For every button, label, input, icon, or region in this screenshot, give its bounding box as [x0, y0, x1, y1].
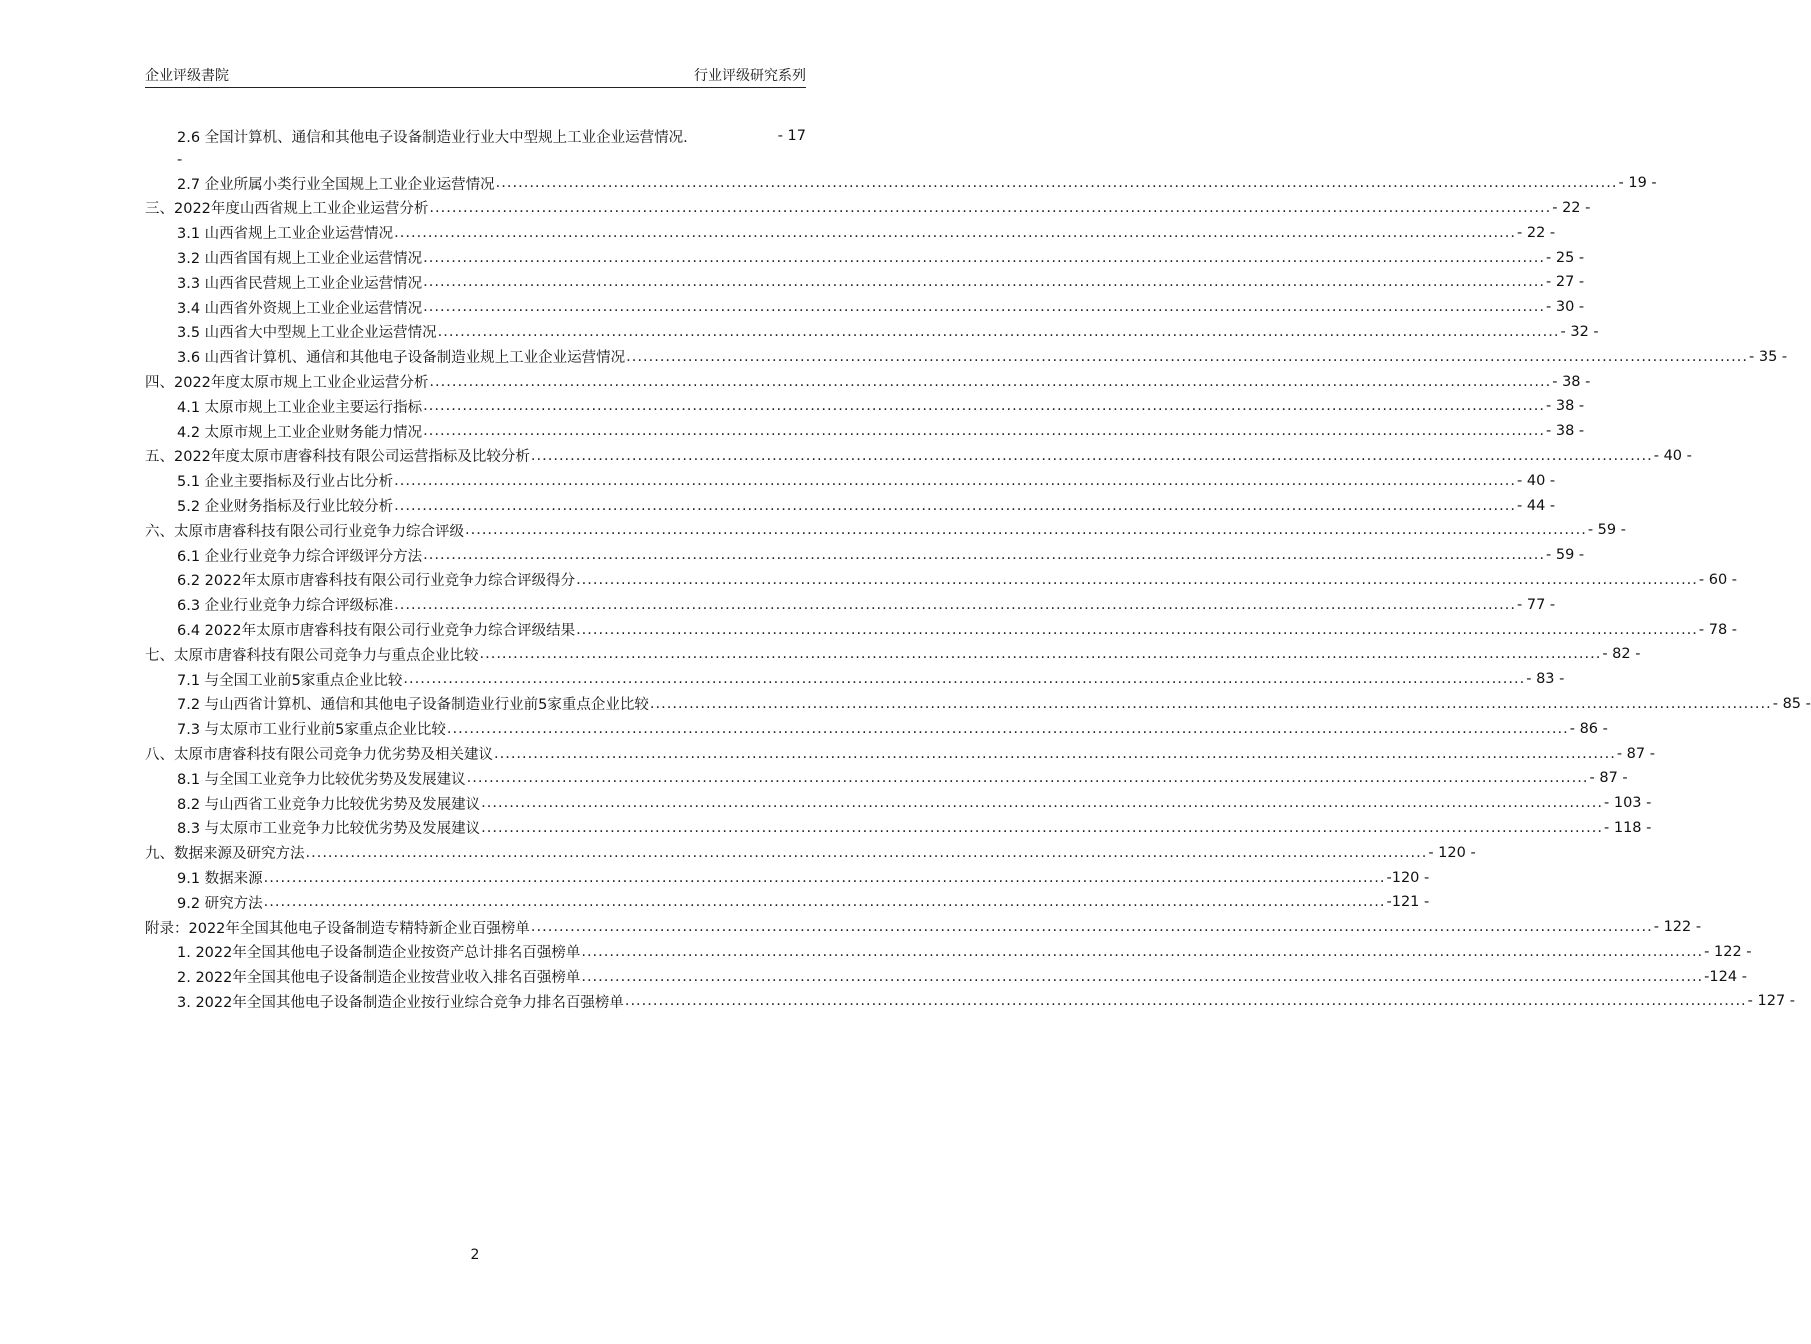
toc-leader-dots: ........................................................................................................................................................................................................ [394, 224, 1516, 241]
toc-entry-page: - 59 - [1587, 522, 1626, 539]
toc-entry-page: - 32 - [1560, 323, 1599, 340]
toc-entry[interactable] [0, 741, 1655, 766]
toc-entry[interactable] [0, 865, 1430, 890]
toc-leader-dots: ........................................................................................................................................................................................................ [530, 919, 1653, 936]
toc-entry-title: 3.5 山西省大中型规上工业企业运营情况 [177, 325, 437, 342]
toc-leader-dots: ........................................................................................................................................................................................................ [465, 522, 1587, 539]
toc-entry-title: 4.2 太原市规上工业企业财务能力情况 [177, 424, 423, 441]
toc-entry-page: - 122 - [1653, 919, 1702, 936]
toc-entry[interactable] [0, 592, 1556, 617]
toc-entry[interactable] [0, 617, 1738, 642]
toc-entry-page-continuation: - [177, 151, 183, 168]
toc-entry-page: - 25 - [1546, 249, 1585, 266]
toc-entry-title: 3.4 山西省外资规上工业企业运营情况 [177, 300, 423, 317]
toc-entry-page: - 35 - [1749, 348, 1788, 365]
toc-entry-page: - 44 - [1517, 497, 1556, 514]
toc-entry[interactable] [0, 543, 1585, 568]
toc-entry-page: - 38 - [1552, 373, 1591, 390]
toc-entry-title: 三、2022年度山西省规上工业企业运营分析 [145, 201, 429, 218]
toc-entry[interactable] [0, 220, 1556, 245]
toc-leader-dots: ........................................................................................................................................................................................................ [479, 646, 1602, 663]
toc-leader-dots: ........................................................................................................................................................................................................ [423, 398, 1545, 415]
toc-entry[interactable] [0, 568, 1738, 593]
table-of-contents [0, 124, 1811, 1014]
toc-entry[interactable] [0, 766, 1628, 791]
toc-leader-dots: ........................................................................................................................................................................................................ [423, 547, 1545, 564]
toc-entry[interactable] [0, 964, 1747, 989]
toc-leader-dots: ........................................................................................................................................................................................................ [403, 671, 1526, 688]
toc-entry-title: 7.2 与山西省计算机、通信和其他电子设备制造业行业前5家重点企业比较 [177, 697, 649, 714]
toc-entry[interactable] [0, 692, 1811, 717]
toc-entry-page: - 38 - [1546, 398, 1585, 415]
header-right-title: 行业评级研究系列 [694, 68, 806, 84]
toc-entry-page: -121 - [1386, 894, 1430, 911]
toc-entry[interactable] [0, 196, 1591, 221]
toc-entry-page: -120 - [1386, 869, 1430, 886]
header-left-title: 企业评级書院 [145, 68, 229, 84]
toc-entry-title: 5.2 企业财务指标及行业比较分析 [177, 499, 394, 516]
toc-entry-page: - 17 [777, 128, 806, 145]
toc-leader-dots: ........................................................................................................................................................................................................ [423, 249, 1545, 266]
toc-entry-page: - 40 - [1653, 447, 1692, 464]
toc-leader-dots: ........................................................................................................................................................................................................ [305, 844, 1428, 861]
toc-entry[interactable] [0, 344, 1788, 369]
toc-entry-title: 1. 2022年全国其他电子设备制造企业按资产总计排名百强榜单 [177, 945, 581, 962]
toc-entry-title: 3.2 山西省国有规上工业企业运营情况 [177, 251, 423, 268]
toc-leader-dots: ........................................................................................................................................................................................................ [481, 819, 1603, 836]
toc-entry-title: 3.3 山西省民营规上工业企业运营情况 [177, 275, 423, 292]
toc-entry-title: 5.1 企业主要指标及行业占比分析 [177, 474, 394, 491]
toc-leader-dots: ........................................................................................................................................................................................................ [394, 497, 1516, 514]
toc-entry-title: 6.4 2022年太原市唐睿科技有限公司行业竞争力综合评级结果 [177, 623, 576, 640]
toc-entry-title: 3.1 山西省规上工业企业运营情况 [177, 226, 394, 243]
toc-entry[interactable] [0, 124, 806, 149]
page-number: 2 [470, 1247, 480, 1263]
page-header [145, 66, 806, 88]
toc-entry-title: 2. 2022年全国其他电子设备制造企业按营业收入排名百强榜单 [177, 970, 581, 987]
toc-entry[interactable] [0, 940, 1752, 965]
toc-entry-page: - 22 - [1552, 199, 1591, 216]
toc-entry-page: - 60 - [1698, 571, 1738, 588]
toc-leader-dots: ........................................................................................................................................................................................................ [423, 299, 1545, 316]
toc-leader-dots: ........................................................................................................................................................................................................ [394, 472, 1516, 489]
toc-entry[interactable] [0, 915, 1702, 940]
toc-entry-title: 九、数据来源及研究方法 [145, 846, 305, 863]
toc-leader-dots: ........................................................................................................................................................................................................ [394, 596, 1516, 613]
toc-entry-page: - 30 - [1546, 299, 1585, 316]
toc-leader-dots: ........................................................................................................................................................................................................ [649, 695, 1772, 712]
toc-entry-page: - 127 - [1747, 993, 1796, 1010]
toc-leader-dots: ........................................................................................................................................................................................................ [423, 423, 1545, 440]
toc-leader-dots: ........................................................................................................................................................................................................ [466, 770, 1589, 787]
toc-entry-page: - 120 - [1428, 844, 1476, 861]
toc-entry[interactable] [0, 791, 1652, 816]
toc-entry-title: 6.1 企业行业竞争力综合评级评分方法 [177, 548, 423, 565]
toc-entry-title: 3.6 山西省计算机、通信和其他电子设备制造业规上工业企业运营情况 [177, 350, 626, 367]
toc-entry-title: 附录：2022年全国其他电子设备制造专精特新企业百强榜单 [145, 920, 530, 937]
toc-entry[interactable] [0, 320, 1599, 345]
toc-entry-title: 4.1 太原市规上工业企业主要运行指标 [177, 399, 423, 416]
toc-entry-page: - 83 - [1526, 671, 1565, 688]
toc-entry-title: 七、太原市唐睿科技有限公司竞争力与重点企业比较 [145, 647, 479, 664]
toc-entry[interactable] [0, 816, 1652, 841]
toc-entry-title: 3. 2022年全国其他电子设备制造企业按行业综合竞争力排名百强榜单 [177, 994, 624, 1011]
toc-entry[interactable] [0, 394, 1585, 419]
toc-entry[interactable] [0, 642, 1641, 667]
toc-entry-title: 2.7 企业所属小类行业全国规上工业企业运营情况 [177, 176, 495, 193]
toc-leader-dots: ........................................................................................................................................................................................................ [263, 869, 1386, 886]
toc-entry-title: 6.3 企业行业竞争力综合评级标准 [177, 598, 394, 615]
toc-leader-dots: ........................................................................................................................................................................................................ [530, 447, 1653, 464]
toc-entry[interactable] [0, 419, 1585, 444]
toc-entry-title: 五、2022年度太原市唐睿科技有限公司运营指标及比较分析 [145, 449, 530, 466]
toc-entry-title: 6.2 2022年太原市唐睿科技有限公司行业竞争力综合评级得分 [177, 573, 576, 590]
toc-entry-page: - 82 - [1602, 646, 1641, 663]
toc-entry-title: 八、太原市唐睿科技有限公司竞争力优劣势及相关建议 [145, 747, 493, 764]
toc-leader-dots: ........................................................................................................................................................................................................ [437, 323, 1560, 340]
toc-entry-page: - 38 - [1546, 423, 1585, 440]
toc-entry-page: - 22 - [1517, 224, 1556, 241]
toc-entry-page: - 78 - [1698, 621, 1738, 638]
toc-entry-page: - 27 - [1546, 274, 1585, 291]
toc-leader-dots: ........................................................................................................................................................................................................ [495, 175, 1618, 192]
toc-leader-dots: ........................................................................................................................................................................................................ [494, 745, 1616, 762]
toc-entry-title: 9.2 研究方法 [177, 895, 263, 912]
toc-entry-page: -124 - [1704, 968, 1747, 985]
toc-entry[interactable] [0, 245, 1585, 270]
toc-entry[interactable] [0, 369, 1591, 394]
toc-leader-dots: ........................................................................................................................................................................................................ [263, 894, 1386, 911]
toc-entry-page: - 122 - [1704, 943, 1752, 960]
toc-entry[interactable] [0, 840, 1476, 865]
toc-leader-dots: ........................................................................................................................................................................................................ [576, 571, 1698, 588]
toc-entry-page: - 59 - [1546, 547, 1585, 564]
toc-entry-page: - 19 - [1618, 175, 1657, 192]
toc-leader-dots: ........................................................................................................................................................................................................ [481, 795, 1603, 812]
toc-entry[interactable] [0, 716, 1608, 741]
toc-entry-page: - 77 - [1517, 596, 1556, 613]
toc-leader-dots: ........................................................................................................................................................................................................ [429, 373, 1552, 390]
toc-entry-title: 7.1 与全国工业前5家重点企业比较 [177, 672, 403, 689]
toc-entry[interactable] [0, 468, 1556, 493]
toc-entry-title: 7.3 与太原市工业行业前5家重点企业比较 [177, 722, 446, 739]
toc-entry-page: - 85 - [1772, 695, 1811, 712]
toc-entry-title: 六、太原市唐睿科技有限公司行业竞争力综合评级 [145, 523, 464, 540]
toc-leader-dots: ........................................................................................................................................................................................................ [429, 199, 1552, 216]
toc-entry-page: - 103 - [1604, 795, 1652, 812]
toc-entry-page: - 40 - [1517, 472, 1556, 489]
toc-entry-title: 9.1 数据来源 [177, 871, 263, 887]
toc-entry-title: 8.2 与山西省工业竞争力比较优劣势及发展建议 [177, 796, 481, 813]
toc-leader-dots: ........................................................................................................................................................................................................ [624, 993, 1747, 1010]
toc-entry[interactable] [0, 171, 1657, 196]
toc-entry[interactable] [0, 890, 1430, 915]
toc-entry-page: - 87 - [1616, 745, 1655, 762]
toc-entry-title: 2.6 全国计算机、通信和其他电子设备制造业行业大中型规上工业企业运营情况. [177, 129, 688, 146]
toc-leader-dots: ........................................................................................................................................................................................................ [576, 621, 1698, 638]
toc-leader-dots: ........................................................................................................................................................................................................ [446, 720, 1569, 737]
toc-entry[interactable] [0, 493, 1556, 518]
toc-entry-page: - 87 - [1589, 770, 1628, 787]
toc-entry[interactable] [0, 518, 1626, 543]
toc-entry[interactable] [0, 667, 1565, 692]
toc-entry-title: 8.1 与全国工业竞争力比较优劣势及发展建议 [177, 771, 466, 788]
toc-entry[interactable] [0, 444, 1692, 469]
toc-entry[interactable] [0, 270, 1585, 295]
toc-leader-dots: ........................................................................................................................................................................................................ [581, 943, 1704, 960]
toc-entry-title: 8.3 与太原市工业竞争力比较优劣势及发展建议 [177, 821, 481, 838]
toc-leader-dots: ........................................................................................................................................................................................................ [581, 968, 1704, 985]
toc-entry[interactable] [0, 989, 1796, 1014]
toc-leader-dots: ........................................................................................................................................................................................................ [626, 348, 1748, 365]
toc-entry[interactable] [0, 295, 1585, 320]
toc-leader-dots: ........................................................................................................................................................................................................ [423, 274, 1545, 291]
toc-entry-page: - 86 - [1569, 720, 1608, 737]
toc-entry-title: 四、2022年度太原市规上工业企业运营分析 [145, 375, 429, 392]
toc-entry-page: - 118 - [1604, 819, 1652, 836]
